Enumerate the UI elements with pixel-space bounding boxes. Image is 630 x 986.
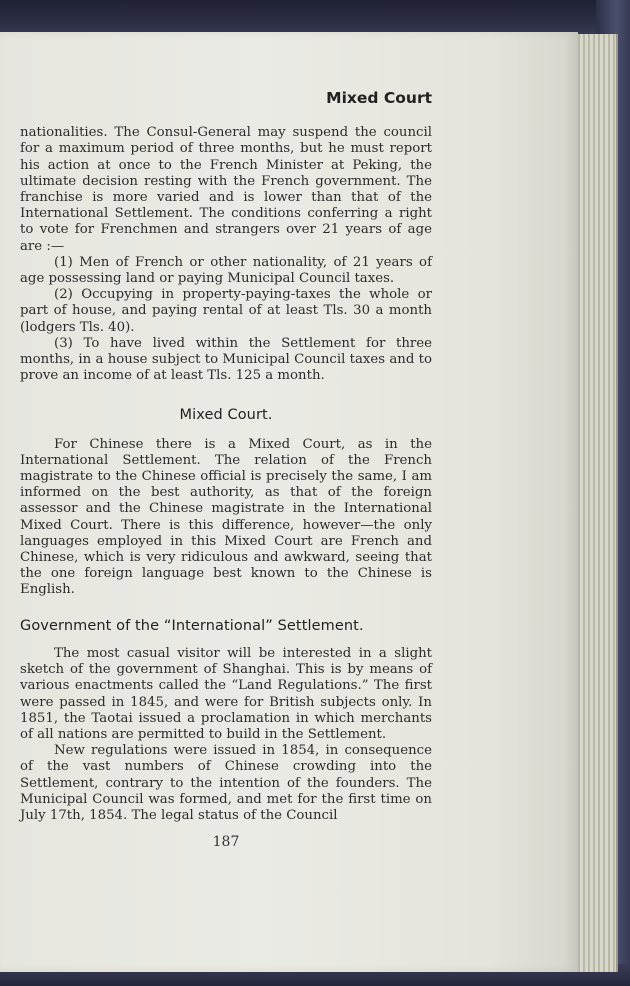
paragraph: The most casual visitor will be interested in a slight sketch of the government of Shanghai. This is by means of various enactments called the “Land Regulations.” The first were passed in 1845, and were for British subjects only. In 1851, the Taotai issued a proclamation in which merchants of all nations are permitted to build in the Settlement. bbox=[20, 645, 432, 742]
section-heading-government: Government of the “International” Settlement. bbox=[20, 617, 364, 634]
paragraph: New regulations were issued in 1854, in consequence of the vast numbers of Chinese crowding into the Settlement, contrary to the intention of the founders. The Municipal Council was formed, and met for the first time on July 17th, 1854. The legal status of the Council bbox=[20, 743, 432, 823]
section-heading-mixed-court: Mixed Court. bbox=[179, 407, 273, 424]
list-item: (1) Men of French or other nationality, of 21 years of age possessing land or paying Municipal Council taxes. bbox=[20, 254, 432, 287]
running-head: Mixed Court bbox=[326, 89, 432, 107]
paragraph: nationalities. The Consul-General may suspend the council for a maximum period of three months, but he must report his action at once to the French Minister at Peking, the ultimate decision resting with the French government. The franchise is more varied and is lower than that of the International Settlement. The conditions conferring a right to vote for Frenchmen and strangers over 21 years of age are :— bbox=[20, 125, 432, 254]
page-number: 187 bbox=[212, 834, 240, 851]
list-item: (2) Occupying in property-paying-taxes the whole or part of house, and paying rental of at least Tls. 30 a month (lodgers Tls. 40). bbox=[20, 287, 432, 335]
book-cover-top bbox=[0, 0, 630, 36]
page-content bbox=[20, 84, 432, 850]
book-page bbox=[0, 32, 578, 972]
paragraph: For Chinese there is a Mixed Court, as in the International Settlement. The relation of the French magistrate to the Chinese official is precisely the same, I am informed on the best authority, as that of the foreign assessor and the Chinese magistrate in the International Mixed Court. There is this difference, however—the only languages employed in this Mixed Court are French and Chinese, which is very ridiculous and awkward, seeing that the one foreign language best known to the Chinese is English. bbox=[20, 436, 432, 598]
list-item: (3) To have lived within the Settlement for three months, in a house subject to Municipal Council taxes and to prove an income of at least Tls. 125 a month. bbox=[20, 335, 432, 384]
